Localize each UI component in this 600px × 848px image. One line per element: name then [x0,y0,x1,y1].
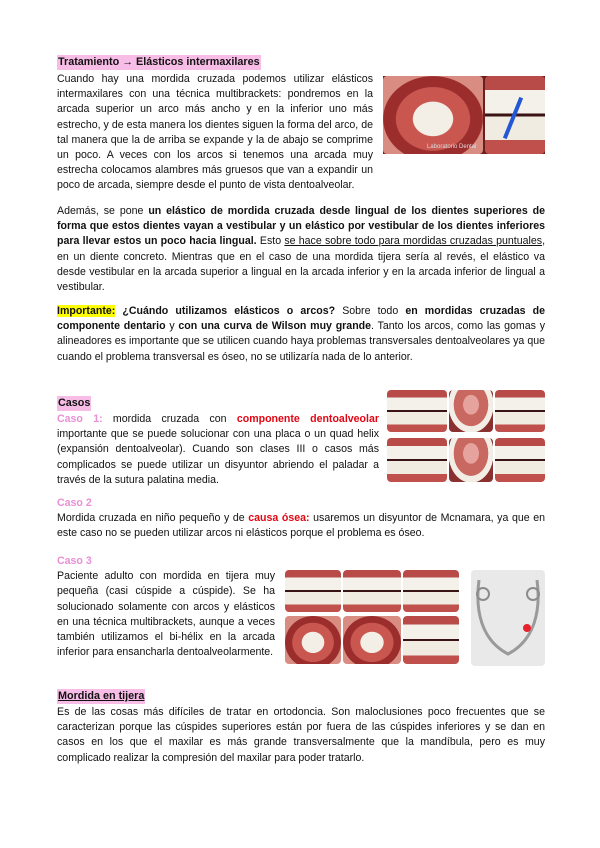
bold-span: con una curva de Wilson muy grande [178,320,372,333]
caso-1-photo [495,438,545,482]
red-span: causa ósea: [248,512,310,525]
text-span: Mordida cruzada en niño pequeño y de [57,512,249,525]
caso-3-label: Caso 3 [57,555,92,567]
paragraph-mordida-tijera: Es de las cosas más difíciles de tratar en ortodoncia. Son maloclusiones poco frecuentes que se caracterizan porque las cúspides superiores están por fuera de las cúspides inferiores y se dan en casos en los que el maxilar es más grande transversalmente que la mandíbula, pero es muy complicado realizar la compresión del maxilar para poder tratarlo. [57,706,545,764]
caso-2-label: Caso 2 [57,497,92,509]
paragraph-caso-3: Paciente adulto con mordida en tijera muy pequeña (casi cúspide a cúspide). Se ha solucionado solamente con arcos y elásticos en una técnica multibrackets, aunque a veces también utilizamos el bi-hélix en la arcada inferior para ensancharla dentoalveolarmente. [57,570,275,659]
photo-caption: Laboratorio Dental [427,144,477,150]
caso-1-label: Caso 1: [57,413,103,425]
bold-span: un elástico de mordida cruzada desde lingual de los dientes superiores de forma que estos dientes vayan a vestibular y un elástico por vestibular de los dientes inferiores para llevar estos un poco hacia lingual. [57,205,545,248]
text-span: y [165,320,179,333]
caso-1-photo [449,390,493,432]
elastics-photo [383,76,545,154]
section-caso-2 [57,496,545,542]
section-elastico-cruzada [57,204,545,295]
caso-3-photo [403,570,459,612]
bihelix-wire-icon [471,570,545,666]
underlined-span: se hace sobre todo para mordidas cruzadas puntuales [284,235,543,248]
paragraph-elastico-mordida-cruzada [57,204,545,295]
caso-3-photo [403,616,459,664]
text-span: Además, se pone [57,205,149,217]
caso-1-photo [449,438,493,482]
text-span: Sobre todo [335,305,406,317]
text-span: mordida cruzada con [102,413,237,425]
caso-3-photo-grid [285,570,459,666]
caso-3-photo [285,570,341,612]
text-span: Esto [256,235,285,248]
paragraph-caso-2 [57,511,545,541]
text-span: , en un diente concreto. Mientras que en el caso de una mordida tijera sería al revés, el elástico va desde vestibular en la arcada superior a lingual en la arcada inferior y en la arcada inferior de lingual a vestibular. [57,235,546,294]
text-span: importante que se puede solucionar con una placa o un quad helix (expansión dentoalveolar). Cuando son clases III o casos más complicados se puede utilizar un disyuntor abriendo el paladar a través de la sutura palatina media. [57,428,379,486]
red-span: componente dentoalveolar [236,413,379,425]
caso-1-photo [387,390,447,432]
caso-1-photo [387,438,447,482]
section-mordida-tijera [57,686,545,766]
paragraph-caso-1 [57,412,379,488]
text-span: usaremos un disyuntor de Mcnamara, ya que en este caso no se pueden utilizar arcos ni elásticos porque el problema es óseo. [57,512,546,540]
bold-span: en mordidas cruzadas de componente dentario [57,305,546,333]
caso-3-photo [343,570,401,612]
underlined-span: Mordida en tijera [58,690,145,702]
section-heading-elasticos: Tratamiento → Elásticos intermaxilares [58,56,260,68]
section-heading-casos: Casos [58,397,91,409]
bold-span: ¿Cuándo utilizamos elásticos o arcos? [115,305,336,317]
bihelix-appliance-photo [471,570,545,666]
caso-3-photo [343,616,401,664]
brackets-photo-left [383,76,483,154]
caso-3-label-line [57,554,545,569]
section-importante [57,304,545,365]
section-heading-mordida-tijera [57,689,145,704]
caso-3-photo [285,616,341,664]
paragraph-elasticos-intro: Cuando hay una mordida cruzada podemos utilizar elásticos intermaxilares con una técnica multibrackets: pondremos en la arcada superior un arco más ancho y en la inferior uno más estrecho, y de esta manera los dientes siguen la forma del arco, de tal manera que la de arriba se expande y la de abajo se comprime un poco. A veces con los arcos si tenemos una arcada muy estrecha colocamos alambres más gruesos que van a expandir un poco de arcada, siempre desde el punto de vista dentoalveolar. [57,73,373,192]
caso-1-photo-grid [387,390,545,484]
importante-label: Importante: [57,305,116,317]
caso-2-label-line [57,496,545,511]
paragraph-importante [57,304,545,365]
caso-1-photo [495,390,545,432]
text-span: . Tanto los arcos, como las gomas y alineadores es importante que se utilicen cuando haya problemas transversales dentoalveolares ya que cuando el problema transversal es óseo, no se utilizaría nada de lo anterior. [57,320,546,363]
